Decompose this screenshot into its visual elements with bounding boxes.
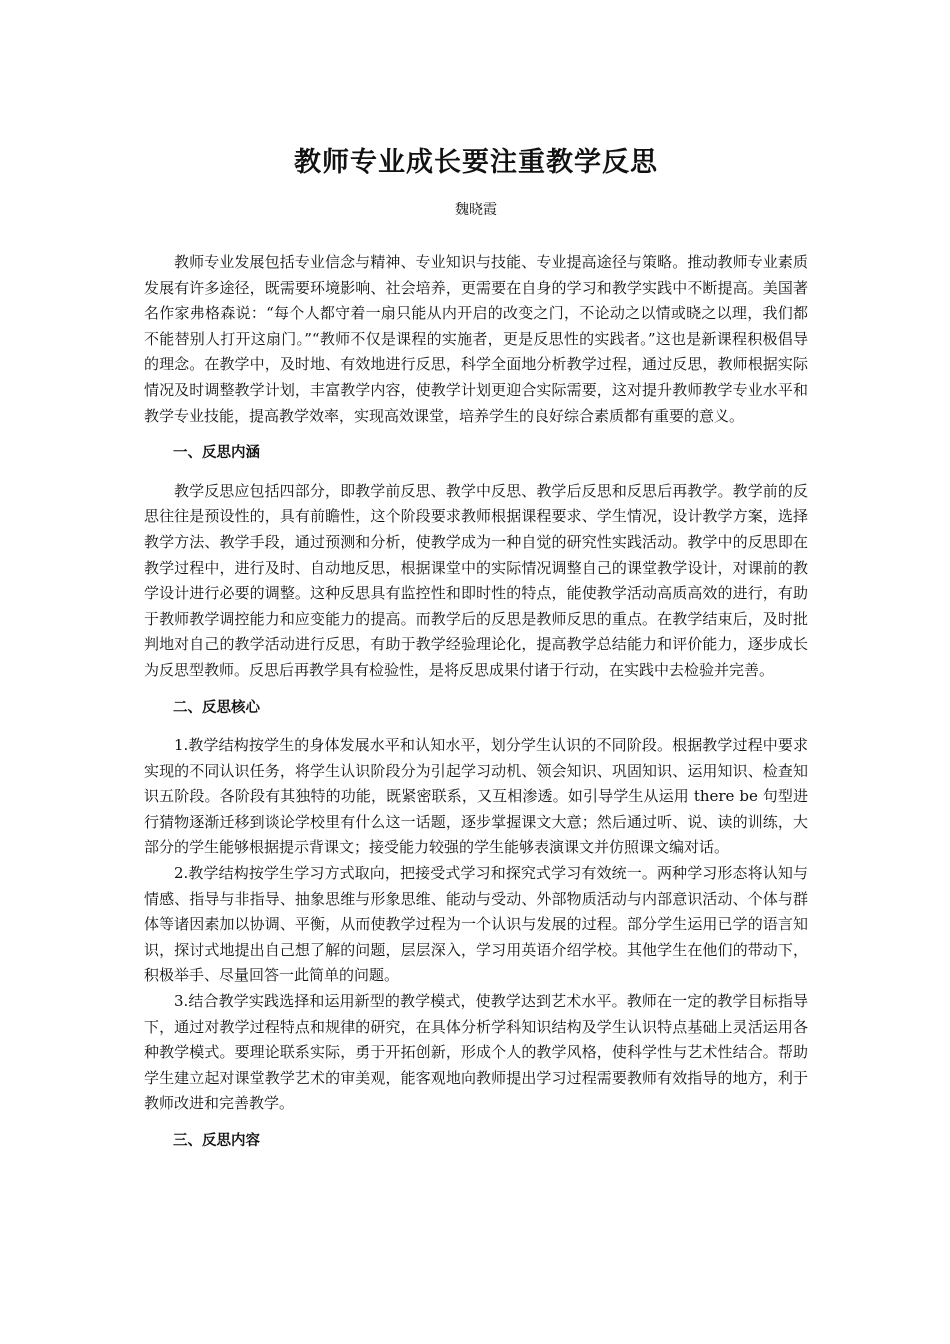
core-item-3: 3.结合教学实践选择和运用新型的教学模式，使教学达到艺术水平。教师在一定的教学目标指导下，通过对教学过程特点和规律的研究，在具体分析学科知识结构及学生认识特点基础上灵活运用各种教学模式。要理论联系实际，勇于开拓创新，形成个人的教学风格，使科学性与艺术性结合。帮助学生建立起对课堂教学艺术的审美观，能客观地向教师提出学习过程需要教师有效指导的地方，利于教师改进和完善教学。 [144,992,808,1113]
intro-paragraph: 教师专业发展包括专业信念与精神、专业知识与技能、专业提高途径与策略。推动教师专业素质发展有许多途径，既需要环境影响、社会培养，更需要在自身的学习和教学实践中不断提高。美国著名作家弗格森说：“每个人都守着一扇只能从内开启的改变之门，不论动之以情或晓之以理，我们都不能替别人打开这扇门。”“教师不仅是课程的实施者，更是反思性的实践者。”这也是新课程积极倡导的理念。在教学中，及时地、有效地进行反思，科学全面地分析教学过程，通过反思，教师根据实际情况及时调整教学计划，丰富教学内容，使教学计划更迎合实际需要，这对提升教师教学专业水平和教学专业技能，提高教学效率，实现高效课堂，培养学生的良好综合素质都有重要的意义。 [144,253,808,425]
document-title: 教师专业成长要注重教学反思 [294,147,658,178]
section-heading-content: 三、反思内容 [173,1133,260,1149]
core-item-1: 1.教学结构按学生的身体发展水平和认知水平，划分学生认识的不同阶段。根据教学过程中要求实现的不同认识任务，将学生认识阶段分为引起学习动机、领会知识、巩固知识、运用知识、检查知识五阶段。各阶段有其独特的功能，既紧密联系，又互相渗透。如引导学生从运用 there be 句型进行猜物逐渐迁移到谈论学校里有什么这一话题，逐步掌握课文大意；然后通过听、说、读的训练，大部分的学生能够根据提示背课文；接受能力较强的学生能够表演课文并仿照课文编对话。 [144,736,808,857]
section-heading-connotation: 一、反思内涵 [173,445,260,462]
author-name: 魏晓霞 [455,202,497,218]
document-body [144,250,808,1155]
section-paragraph-connotation: 教学反思应包括四部分，即教学前反思、教学中反思、教学后反思和反思后再教学。教学前的反思往往是预设性的，具有前瞻性，这个阶段要求教师根据课程要求、学生情况，设计教学方案，选择教学方法、教学手段，通过预测和分析，使教学成为一种自觉的研究性实践活动。教学中的反思即在教学过程中，进行及时、自动地反思，根据课堂中的实际情况调整自己的课堂教学设计，对课前的教学设计进行必要的调整。这种反思具有监控性和即时性的特点，能使教学活动高质高效的进行，有助于教师教学调控能力和应变能力的提高。而教学后的反思是教师反思的重点。在教学结束后，及时批判地对自己的教学活动进行反思，有助于教学经验理论化，提高教学总结能力和评价能力，逐步成长为反思型教师。反思后再教学具有检验性，是将反思成果付诸于行动，在实践中去检验并完善。 [144,481,808,679]
section-heading-core: 二、反思核心 [173,699,260,716]
core-item-2: 2.教学结构按学生学习方式取向，把接受式学习和探究式学习有效统一。两种学习形态将认知与情感、指导与非指导、抽象思维与形象思维、能动与受动、外部物质活动与内部意识活动、个体与群体等诸因素加以协调、平衡，从而使教学过程为一个认识与发展的过程。部分学生运用已学的语言知识，探讨式地提出自己想了解的问题，层层深入，学习用英语介绍学校。其他学生在他们的带动下，积极举手、尽量回答一此简单的问题。 [144,864,808,985]
